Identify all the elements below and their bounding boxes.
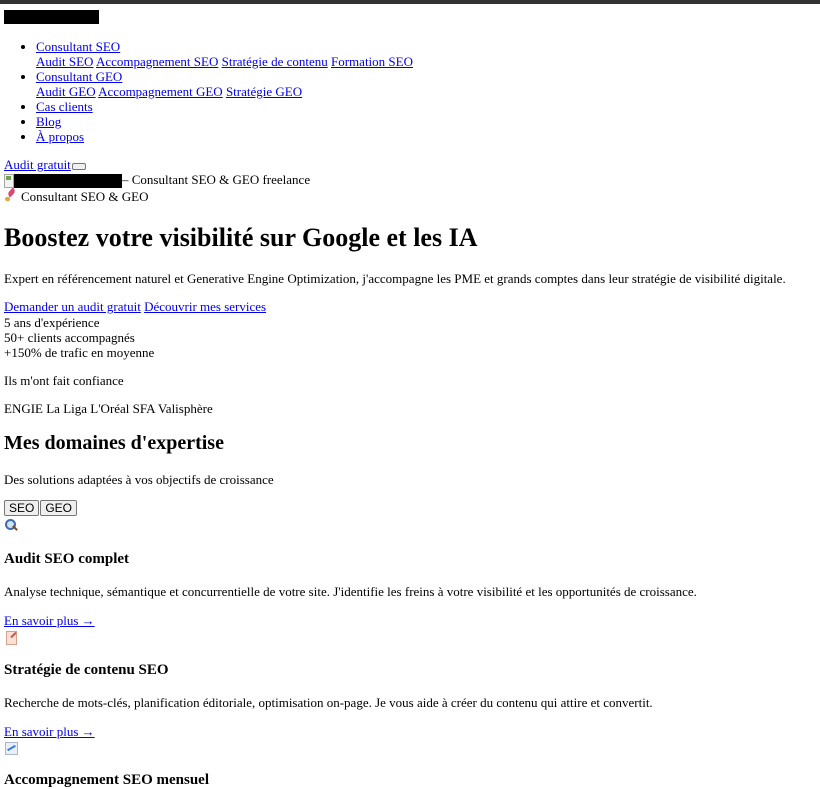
chart-increasing-icon [4,741,18,755]
submenu-link-formation-seo[interactable]: Formation SEO [331,54,413,69]
redacted-logo [4,10,99,24]
discover-services-link[interactable]: Découvrir mes services [144,299,267,314]
nav-link-consultant-geo[interactable]: Consultant GEO [36,69,123,84]
stat-clients: 50+ clients accompagnés [4,330,135,345]
request-audit-link[interactable]: Demander un audit gratuit [4,299,141,314]
broken-image-icon [4,174,14,188]
service-link-contenu[interactable]: En savoir plus → [4,724,95,739]
expertise-subtitle: Des solutions adaptées à vos objectifs de croissance [4,472,274,487]
hero-lead: Expert en référencement naturel et Generative Engine Optimization, j'accompagne les PME et grands comptes dans leur stratégie de visibilité digitale. [4,271,786,286]
hero-badge [4,189,148,204]
audit-gratuit-link[interactable]: Audit gratuit [4,157,71,172]
service-link-audit[interactable]: En savoir plus → [4,613,95,628]
expertise-tabs [4,500,78,516]
submenu-seo [36,54,413,69]
submenu-link-audit-seo[interactable]: Audit SEO [36,54,94,69]
submenu-link-accompagnement-geo[interactable]: Accompagnement GEO [98,84,223,99]
nav-item-cas-clients [36,99,413,114]
nav-item-a-propos [36,129,413,144]
memo-icon [4,630,18,644]
nav-item-blog [36,114,413,129]
redacted-name [14,174,122,188]
submenu-link-accompagnement-seo[interactable]: Accompagnement SEO [95,54,219,69]
expertise-title: Mes domaines d'expertise [4,432,224,454]
service-title-accompagnement: Accompagnement SEO mensuel [4,772,209,788]
client-logos: ENGIE La Liga L'Oréal SFA Valisphère [4,401,213,416]
service-desc-contenu: Recherche de mots-clés, planification éditoriale, optimisation on-page. Je vous aide à créer du contenu qui attire et convertit. [4,695,653,710]
stat-experience: 5 ans d'expérience [4,315,100,330]
main-nav [0,39,413,144]
header-cta-row [4,157,86,172]
rocket-icon [4,189,18,203]
nav-link-a-propos[interactable]: À propos [36,129,85,144]
top-border [0,0,820,4]
submenu-link-strategie-contenu[interactable]: Stratégie de contenu [221,54,328,69]
service-desc-audit: Analyse technique, sémantique et concurrentielle de votre site. J'identifie les freins à votre visibilité et les opportunités de croissance. [4,584,697,599]
nav-link-cas-clients[interactable]: Cas clients [36,99,93,114]
nav-item-consultant-seo [36,39,413,69]
hero-badge-label: Consultant SEO & GEO [21,189,149,204]
submenu-link-audit-geo[interactable]: Audit GEO [36,84,96,99]
service-title-contenu: Stratégie de contenu SEO [4,662,169,678]
service-title-audit: Audit SEO complet [4,551,130,567]
hero-stats [4,315,154,360]
submenu-link-strategie-geo[interactable]: Stratégie GEO [225,84,303,99]
menu-toggle-button[interactable] [72,163,86,170]
stat-traffic: +150% de trafic en moyenne [4,345,155,360]
tab-geo[interactable]: GEO [40,500,77,516]
tab-seo[interactable]: SEO [4,500,39,516]
nav-link-blog[interactable]: Blog [36,114,62,129]
hero-title: Boostez votre visibilité sur Google et les IA [4,223,478,252]
nav-link-consultant-seo[interactable]: Consultant SEO [36,39,121,54]
magnifier-icon [4,518,18,532]
trust-label: Ils m'ont fait confiance [4,373,124,388]
hero-image [4,172,310,187]
hero-image-alt-text: – Consultant SEO & GEO freelance [122,172,311,187]
nav-item-consultant-geo [36,69,413,99]
submenu-geo [36,84,413,99]
hero-cta-links [4,299,266,314]
